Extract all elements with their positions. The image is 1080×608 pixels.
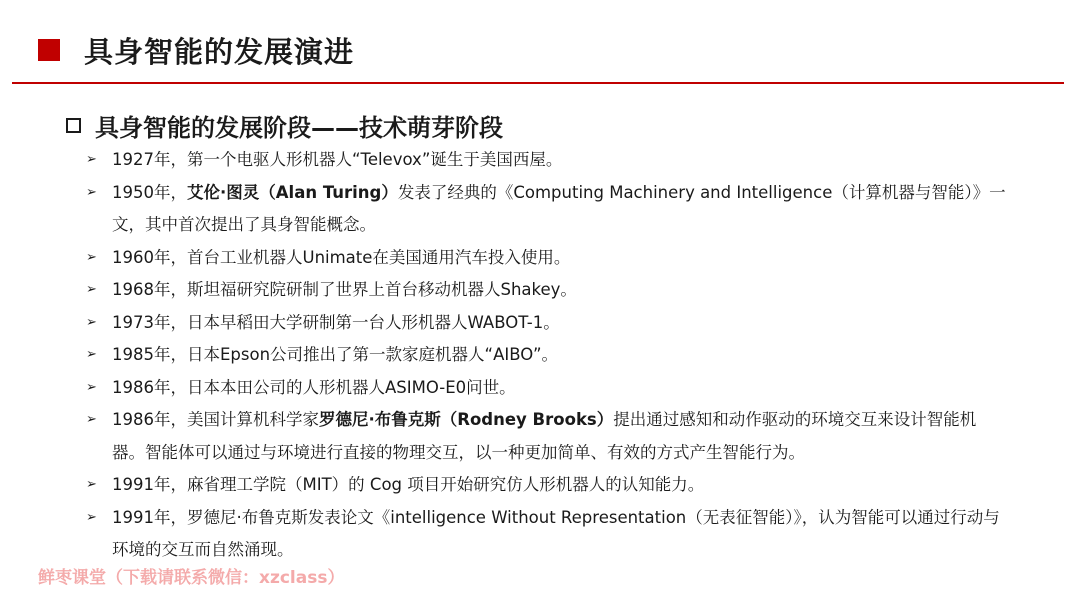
list-item [86,274,1006,307]
title-divider [12,82,1064,84]
list-item [86,372,1006,405]
arrow-bullet-icon: ➢ [86,509,97,525]
item-text-suffix: 发表了经典的《Computing Machinery and Intelligence（计算机器与智能）》一文，其中首次提出了具身智能概念。 [112,182,1006,234]
list-item [86,469,1006,502]
item-text: 1973年，日本早稻田大学研制第一台人形机器人WABOT-1。 [112,312,560,332]
list-item [86,307,1006,340]
title-marker-square [38,39,60,61]
arrow-bullet-icon: ➢ [86,477,97,492]
arrow-bullet-icon: ➢ [86,412,97,427]
item-text: 1991年，罗德尼·布鲁克斯发表论文《intelligence Without Representation（无表征智能）》，认为智能可以通过行动与环境的交互而自然涌现。 [112,507,1000,559]
slide-header [38,30,354,70]
item-text-prefix: 1986年，美国计算机科学家 [112,410,319,429]
section-title: 具身智能的发展阶段——技术萌芽阶段 [95,114,503,142]
item-text: 1960年，首台工业机器人Unimate在美国通用汽车投入使用。 [112,247,571,267]
list-item [86,339,1006,372]
arrow-bullet-icon: ➢ [86,379,97,395]
arrow-bullet-icon: ➢ [86,249,97,265]
item-text: 1991年，麻省理工学院（MIT）的 Cog 项目开始研究仿人形机器人的认知能力。 [112,475,705,494]
arrow-bullet-icon: ➢ [86,282,97,297]
list-item [86,502,1006,567]
milestone-list [86,144,1006,567]
item-text-suffix: 提出通过感知和动作驱动的环境交互来设计智能机器。智能体可以通过与环境进行直接的物理交互，以一种更加简单、有效的方式产生智能行为。 [112,410,977,462]
item-text-bold: 艾伦·图灵（Alan Turing） [187,182,398,202]
list-item [86,144,1006,177]
item-text-bold: 罗德尼·布鲁克斯（Rodney Brooks） [319,410,614,429]
page-title: 具身智能的发展演进 [84,34,355,69]
item-text: 1985年，日本Epson公司推出了第一款家庭机器人“AIBO”。 [112,345,559,364]
hollow-square-bullet-icon [66,118,81,133]
list-item [86,404,1006,469]
item-text: 1986年，日本本田公司的人形机器人ASIMO-E0问世。 [112,377,516,397]
section-heading [66,108,503,143]
arrow-bullet-icon: ➢ [86,152,97,167]
list-item [86,177,1006,242]
arrow-bullet-icon: ➢ [86,347,97,362]
list-item [86,242,1006,275]
arrow-bullet-icon: ➢ [86,314,97,330]
item-text: 1927年，第一个电驱人形机器人“Televox”诞生于美国西屋。 [112,150,563,169]
item-text-prefix: 1950年， [112,182,187,202]
arrow-bullet-icon: ➢ [86,184,97,200]
watermark-text: 鲜枣课堂（下载请联系微信：xzclass） [38,568,345,588]
item-text: 1968年，斯坦福研究院研制了世界上首台移动机器人Shakey。 [112,280,577,299]
